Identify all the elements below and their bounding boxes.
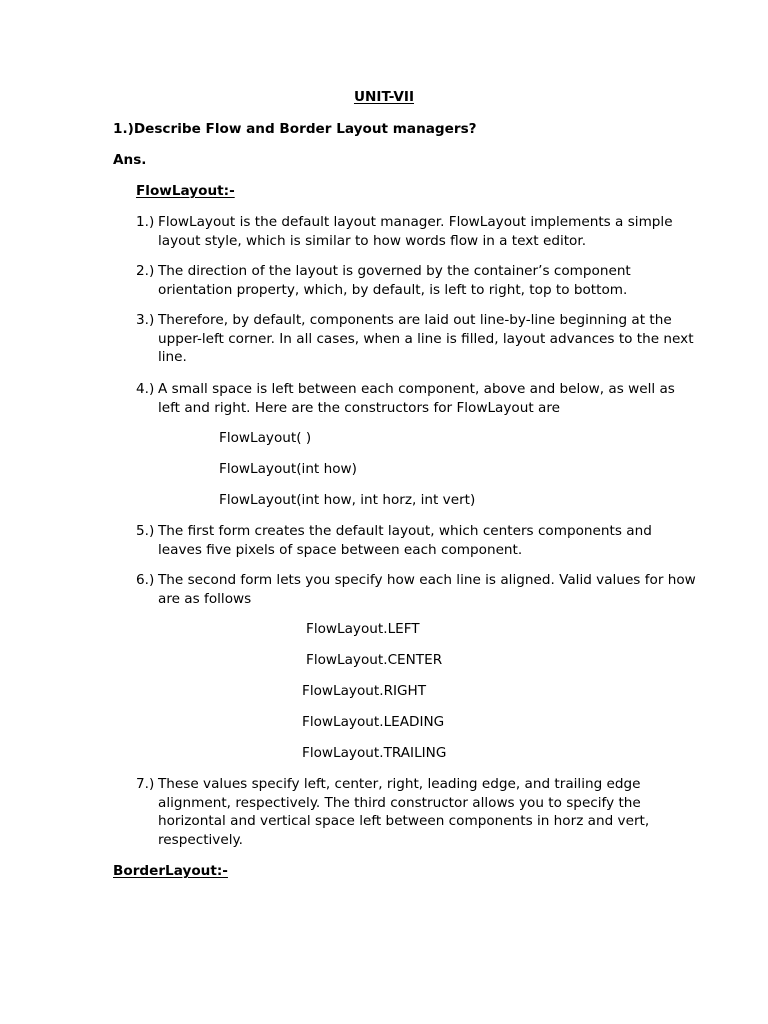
constructor-2: FlowLayout(int how) <box>219 461 357 477</box>
list-item-6 <box>136 571 696 608</box>
list-item-number: 2.) <box>136 263 155 279</box>
list-item-3 <box>136 311 696 367</box>
list-item-5 <box>136 522 696 559</box>
list-item-1 <box>136 213 696 250</box>
constructor-3: FlowLayout(int how, int horz, int vert) <box>219 492 476 508</box>
align-value-trailing: FlowLayout.TRAILING <box>302 745 447 761</box>
list-item-number: 7.) <box>136 776 155 792</box>
list-item-text: The first form creates the default layout, which centers components and leaves five pixels of space between each component. <box>158 523 652 558</box>
answer-label: Ans. <box>113 152 147 168</box>
list-item-number: 3.) <box>136 312 155 328</box>
list-item-number: 5.) <box>136 523 155 539</box>
unit-title: UNIT-VII <box>353 89 415 105</box>
flowlayout-heading: FlowLayout:- <box>136 183 235 199</box>
question-heading: 1.)Describe Flow and Border Layout managers? <box>113 121 477 137</box>
constructor-1: FlowLayout( ) <box>219 430 312 446</box>
align-value-right: FlowLayout.RIGHT <box>302 683 427 699</box>
align-value-left: FlowLayout.LEFT <box>306 621 420 637</box>
align-value-leading: FlowLayout.LEADING <box>302 714 445 730</box>
list-item-text: A small space is left between each component, above and below, as well as left and right. Here are the constructors for FlowLayout are <box>158 381 675 416</box>
borderlayout-heading: BorderLayout:- <box>113 863 228 879</box>
list-item-2 <box>136 262 696 299</box>
list-item-text: These values specify left, center, right, leading edge, and trailing edge alignment, respectively. The third constructor allows you to specify the horizontal and vertical space left between components in horz and vert, respectively. <box>158 776 650 848</box>
list-item-number: 1.) <box>136 214 155 230</box>
list-item-7 <box>136 775 696 849</box>
list-item-number: 4.) <box>136 381 155 397</box>
list-item-number: 6.) <box>136 572 155 588</box>
list-item-4 <box>136 380 696 417</box>
list-item-text: The direction of the layout is governed by the container’s component orientation property, which, by default, is left to right, top to bottom. <box>158 263 631 298</box>
align-value-center: FlowLayout.CENTER <box>306 652 443 668</box>
list-item-text: The second form lets you specify how each line is aligned. Valid values for how are as follows <box>158 572 696 607</box>
list-item-text: Therefore, by default, components are laid out line-by-line beginning at the upper-left corner. In all cases, when a line is filled, layout advances to the next line. <box>158 312 694 365</box>
list-item-text: FlowLayout is the default layout manager. FlowLayout implements a simple layout style, which is similar to how words flow in a text editor. <box>158 214 673 249</box>
